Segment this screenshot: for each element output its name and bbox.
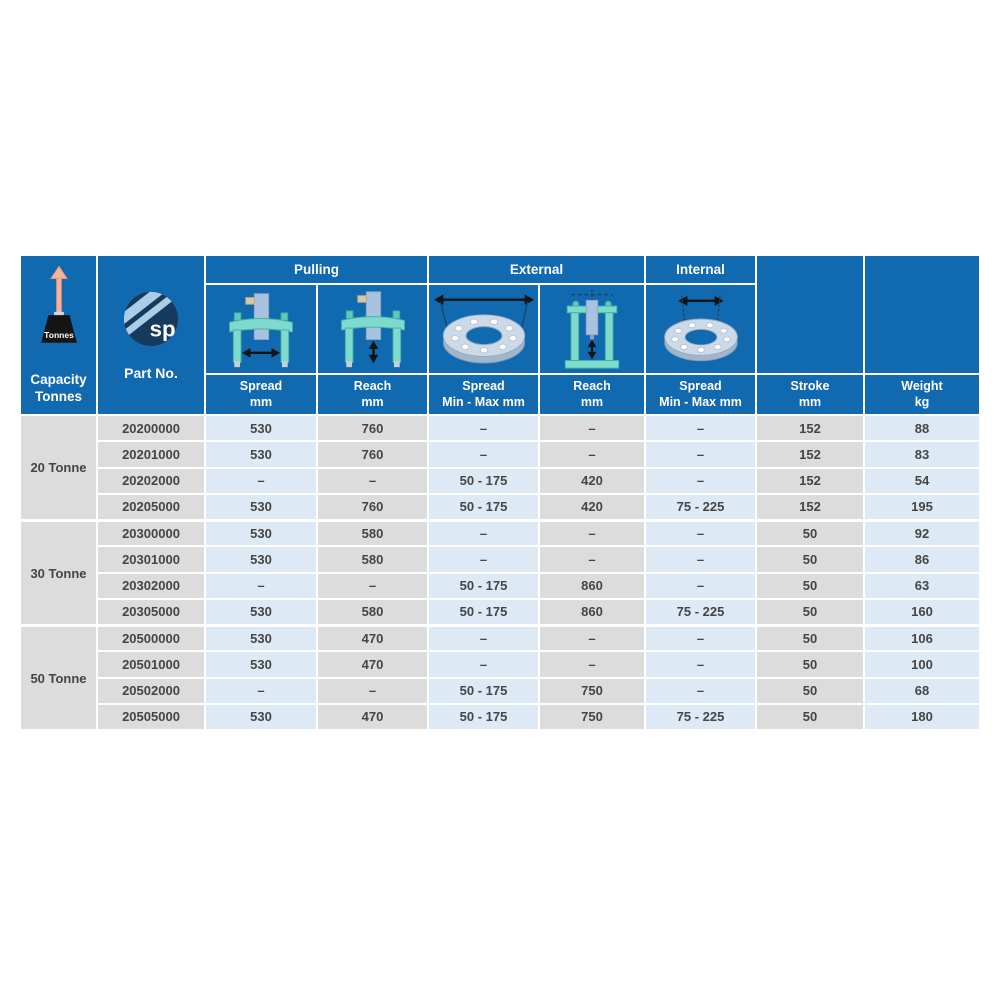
table-cell: 50 <box>756 599 864 625</box>
capacity-header-label: Capacity Tonnes <box>30 372 87 405</box>
table-cell: – <box>645 546 756 572</box>
table-cell: – <box>205 678 317 704</box>
capacity-weight-icon <box>33 264 85 355</box>
part-no-cell: 20200000 <box>97 415 205 441</box>
part-no-cell: 20502000 <box>97 678 205 704</box>
table-cell: – <box>645 625 756 651</box>
capacity-cell: 50 Tonne <box>20 625 97 730</box>
table-cell: – <box>645 415 756 441</box>
table-cell: – <box>539 441 645 467</box>
table-cell: – <box>205 573 317 599</box>
table-cell: 530 <box>205 651 317 677</box>
table-cell: 50 <box>756 573 864 599</box>
table-cell: – <box>539 651 645 677</box>
column-label-pulling-spread: Spread mm <box>205 374 317 415</box>
table-cell: 100 <box>864 651 980 677</box>
column-label-stroke: Stroke mm <box>756 374 864 415</box>
table-cell: 83 <box>864 441 980 467</box>
table-cell: 63 <box>864 573 980 599</box>
spec-table <box>20 255 980 730</box>
table-cell: 86 <box>864 546 980 572</box>
table-cell: 106 <box>864 625 980 651</box>
table-cell: 195 <box>864 494 980 520</box>
table-cell: 470 <box>317 625 428 651</box>
table-cell: 530 <box>205 546 317 572</box>
svg-text:sp: sp <box>149 315 176 341</box>
column-label-pulling-reach: Reach mm <box>317 374 428 415</box>
part-no-cell: 20201000 <box>97 441 205 467</box>
puller-reach-icon <box>317 284 428 374</box>
part-no-cell: 20300000 <box>97 520 205 546</box>
table-cell: – <box>428 415 539 441</box>
table-cell: – <box>645 678 756 704</box>
press-reach-icon <box>539 284 645 374</box>
table-cell: 50 <box>756 678 864 704</box>
table-cell: 530 <box>205 520 317 546</box>
table-cell: 50 <box>756 520 864 546</box>
table-cell: 470 <box>317 704 428 730</box>
table-cell: 760 <box>317 494 428 520</box>
table-cell: 88 <box>864 415 980 441</box>
table-cell: 420 <box>539 468 645 494</box>
part-no-cell: 20305000 <box>97 599 205 625</box>
table-cell: – <box>645 441 756 467</box>
column-label-external-spread: Spread Min - Max mm <box>428 374 539 415</box>
table-cell: – <box>539 520 645 546</box>
part-no-cell: 20501000 <box>97 651 205 677</box>
column-label-weight: Weight kg <box>864 374 980 415</box>
table-cell: – <box>317 678 428 704</box>
group-title-internal: Internal <box>645 255 756 284</box>
table-cell: – <box>645 573 756 599</box>
table-cell: 68 <box>864 678 980 704</box>
table-cell: 54 <box>864 468 980 494</box>
table-cell: – <box>205 468 317 494</box>
table-cell: – <box>317 468 428 494</box>
table-cell: 530 <box>205 441 317 467</box>
table-cell: 860 <box>539 573 645 599</box>
table-cell: 152 <box>756 494 864 520</box>
sp-logo <box>122 290 180 353</box>
table-cell: 152 <box>756 415 864 441</box>
table-cell: 50 - 175 <box>428 494 539 520</box>
table-cell: 50 - 175 <box>428 468 539 494</box>
table-cell: 160 <box>864 599 980 625</box>
table-cell: – <box>645 468 756 494</box>
table-cell: 530 <box>205 704 317 730</box>
part-no-cell: 20500000 <box>97 625 205 651</box>
column-label-external-reach: Reach mm <box>539 374 645 415</box>
table-cell: 750 <box>539 678 645 704</box>
table-cell: 760 <box>317 441 428 467</box>
table-cell: 50 <box>756 546 864 572</box>
table-cell: – <box>428 625 539 651</box>
table-cell: 50 - 175 <box>428 678 539 704</box>
table-cell: 50 - 175 <box>428 599 539 625</box>
table-cell: 75 - 225 <box>645 599 756 625</box>
table-cell: 760 <box>317 415 428 441</box>
weight-header-spacer <box>864 255 980 374</box>
table-cell: 750 <box>539 704 645 730</box>
table-cell: – <box>428 546 539 572</box>
capacity-cell: 30 Tonne <box>20 520 97 625</box>
table-cell: 75 - 225 <box>645 494 756 520</box>
capacity-cell: 20 Tonne <box>20 415 97 520</box>
table-cell: – <box>317 573 428 599</box>
table-cell: 50 - 175 <box>428 704 539 730</box>
column-label-internal-spread: Spread Min - Max mm <box>645 374 756 415</box>
table-cell: 580 <box>317 520 428 546</box>
table-cell: – <box>539 625 645 651</box>
table-cell: 50 <box>756 625 864 651</box>
table-cell: 530 <box>205 625 317 651</box>
part-no-cell: 20202000 <box>97 468 205 494</box>
table-cell: 530 <box>205 415 317 441</box>
svg-text:Tonnes: Tonnes <box>43 329 74 340</box>
table-cell: 580 <box>317 546 428 572</box>
table-cell: 580 <box>317 599 428 625</box>
group-title-pulling: Pulling <box>205 255 428 284</box>
stroke-header-spacer <box>756 255 864 374</box>
table-cell: 50 - 175 <box>428 573 539 599</box>
table-cell: – <box>428 441 539 467</box>
part-no-header-cell <box>97 255 205 415</box>
table-cell: 470 <box>317 651 428 677</box>
bearing-external-spread-icon <box>428 284 539 374</box>
capacity-header-cell <box>20 255 97 415</box>
table-cell: – <box>539 546 645 572</box>
part-no-cell: 20205000 <box>97 494 205 520</box>
part-no-cell: 20301000 <box>97 546 205 572</box>
table-cell: 75 - 225 <box>645 704 756 730</box>
table-cell: – <box>645 651 756 677</box>
part-no-header-label: Part No. <box>124 364 178 381</box>
puller-spread-icon <box>205 284 317 374</box>
table-cell: – <box>539 415 645 441</box>
bearing-internal-spread-icon <box>645 284 756 374</box>
table-cell: 420 <box>539 494 645 520</box>
table-cell: 180 <box>864 704 980 730</box>
table-cell: 152 <box>756 468 864 494</box>
part-no-cell: 20505000 <box>97 704 205 730</box>
group-title-external: External <box>428 255 645 284</box>
table-cell: 530 <box>205 494 317 520</box>
table-cell: – <box>428 651 539 677</box>
table-cell: 860 <box>539 599 645 625</box>
table-cell: 50 <box>756 704 864 730</box>
table-cell: 92 <box>864 520 980 546</box>
table-cell: 530 <box>205 599 317 625</box>
part-no-cell: 20302000 <box>97 573 205 599</box>
table-cell: 152 <box>756 441 864 467</box>
table-cell: – <box>645 520 756 546</box>
table-cell: – <box>428 520 539 546</box>
table-cell: 50 <box>756 651 864 677</box>
